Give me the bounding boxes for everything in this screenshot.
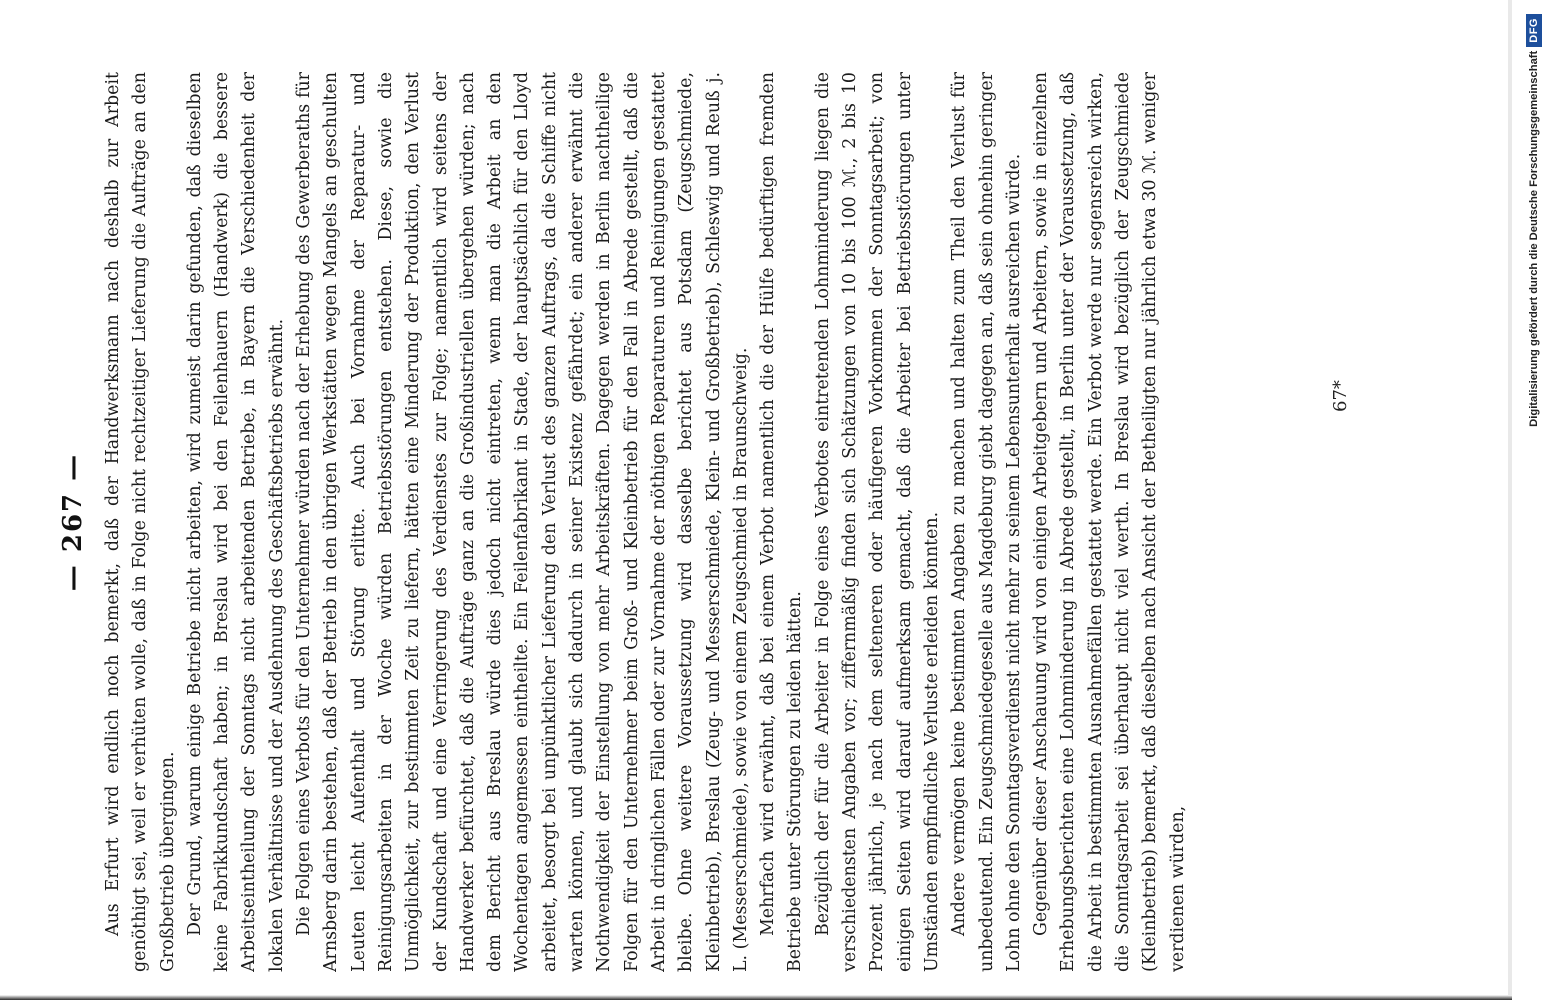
paragraph-6: Andere vermögen keine bestimmten Angaben zu machen und halten zum Theil den Verlust für unbedeutend. Ein Zeugschmiedegeselle aus Magdeburg giebt dagegen an, daß sein ohnehin geringer Lohn ohne den Sonntagsverdienst nicht mehr zu seinem Lebensunterhalt ausreichen würde. <box>949 72 1024 972</box>
signature-mark: 67* <box>1330 380 1351 412</box>
digitization-credit <box>1524 10 1544 1000</box>
page-content <box>0 72 1544 972</box>
body-text <box>100 72 1340 972</box>
paragraph-3: Die Folgen eines Verbots für den Unternehmer würden nach der Erhebung des Gewerberaths für Arnsberg darin bestehen, daß der Betrieb in den übrigen Werkstätten wegen Mangels an geschulten Leuten leicht Aufenthalt und Störung erlitte. Auch bei Vornahme der Reparatur- und Reinigungsarbeiten in der Woche würden Betriebsstörungen entstehen. Diese, sowie die Unmöglichkeit, zur bestimmten Zeit zu liefern, hätten eine Minderung der Produktion, den Verlust der Kundschaft und eine Verringerung des Verdienstes zur Folge; namentlich wird seitens der Handwerker befürchtet, daß die Aufträge ganz an die Großindustriellen übergehen würden; nach dem Bericht aus Breslau würde dies jedoch nicht eintreten, wenn man die Arbeit an den Wochentagen angemessen eintheilte. Ein Feilenfabrikant in Stade, der hauptsächlich für den Lloyd arbeitet, besorgt bei unpünktlicher Lieferung den Verlust des ganzen Auftrags, da die Schiffe nicht warten können, und glaubt sich dadurch in seiner Existenz gefährdet; ein anderer erwähnt die Nothwendigkeit der Einstellung von mehr Arbeitskräften. Dagegen werden in Berlin nachtheilige Folgen für den Unternehmer beim Groß- und Kleinbetrieb für den Fall in Abrede gestellt, daß die Arbeit in dringlichen Fällen oder zur Vornahme der nöthigen Reparaturen und Reinigungen gestattet bleibe. Ohne weitere Voraussetzung wird dasselbe berichtet aus Potsdam (Zeugschmiede, Kleinbetrieb), Breslau (Zeug- und Messerschmiede, Klein- und Großbetrieb), Schleswig und Reuß j. L. (Messerschmiede), sowie von einem Zeugschmied in Braunschweig. <box>294 72 751 972</box>
paragraph-5: Bezüglich der für die Arbeiter in Folge eines Verbotes eintretenden Lohnminderung liegen die verschiedensten Angaben vor; ziffernmäßig finden sich Schätzungen von 10 bis 100 ℳ., 2 bis 10 Prozent jährlich, je nach dem selteneren oder häufigeren Vorkommen der Sonntagsarbeit; von einigen Seiten wird darauf aufmerksam gemacht, daß die Arbeiter bei Betriebsstörungen unter Umständen empfindliche Verluste erleiden könnten. <box>812 72 942 972</box>
scan-edge-right <box>1508 0 1512 1000</box>
scan-edge-bottom <box>0 995 1512 1000</box>
paragraph-7: Gegenüber dieser Anschauung wird von einigen Arbeitgebern und Arbeitern, sowie in einzelnen Erhebungsberichten eine Lohnminderung in Abrede gestellt, in Berlin unter der Voraussetzung, daß die Arbeit in bestimmten Ausnahmefällen gestattet werde. Ein Verbot werde nur segensreich wirken, die Sonntagsarbeit sei überhaupt nicht viel werth. In Breslau wird bezüglich der Zeugschmiede (Kleinbetrieb) bemerkt, daß dieselben nach Ansicht der Betheiligten nur jährlich etwa 30 ℳ. weniger verdienen würden, <box>1031 72 1188 972</box>
paragraph-1: Aus Erfurt wird endlich noch bemerkt, daß der Handwerksmann nach deshalb zur Arbeit genöthigt sei, weil er verhüten wolle, daß in Folge nicht rechtzeitiger Lieferung die Aufträge an den Großbetrieb übergingen. <box>103 72 178 972</box>
paragraph-4: Mehrfach wird erwähnt, daß bei einem Verbot namentlich die der Hülfe bedürftigen fremden Betriebe unter Störungen zu leiden hätten. <box>758 72 806 972</box>
credit-text: Digitalisierung gefördert durch die Deutsche Forschungsgemeinschaft <box>1528 50 1540 427</box>
paragraph-2: Der Grund, warum einige Betriebe nicht arbeiten, wird zumeist darin gefunden, daß dieselben keine Fabrikkundschaft haben; in Breslau wird bei den Feilenhauern (Handwerk) die bessere Arbeitseintheilung der Sonntags nicht arbeitenden Betriebe, in Bayern die Verschiedenheit der lokalen Verhältnisse und der Ausdehnung des Geschäftsbetriebs erwähnt. <box>184 72 287 972</box>
dfg-logo: DFG <box>1526 14 1542 47</box>
page-number-header: — 267 — <box>58 452 88 592</box>
